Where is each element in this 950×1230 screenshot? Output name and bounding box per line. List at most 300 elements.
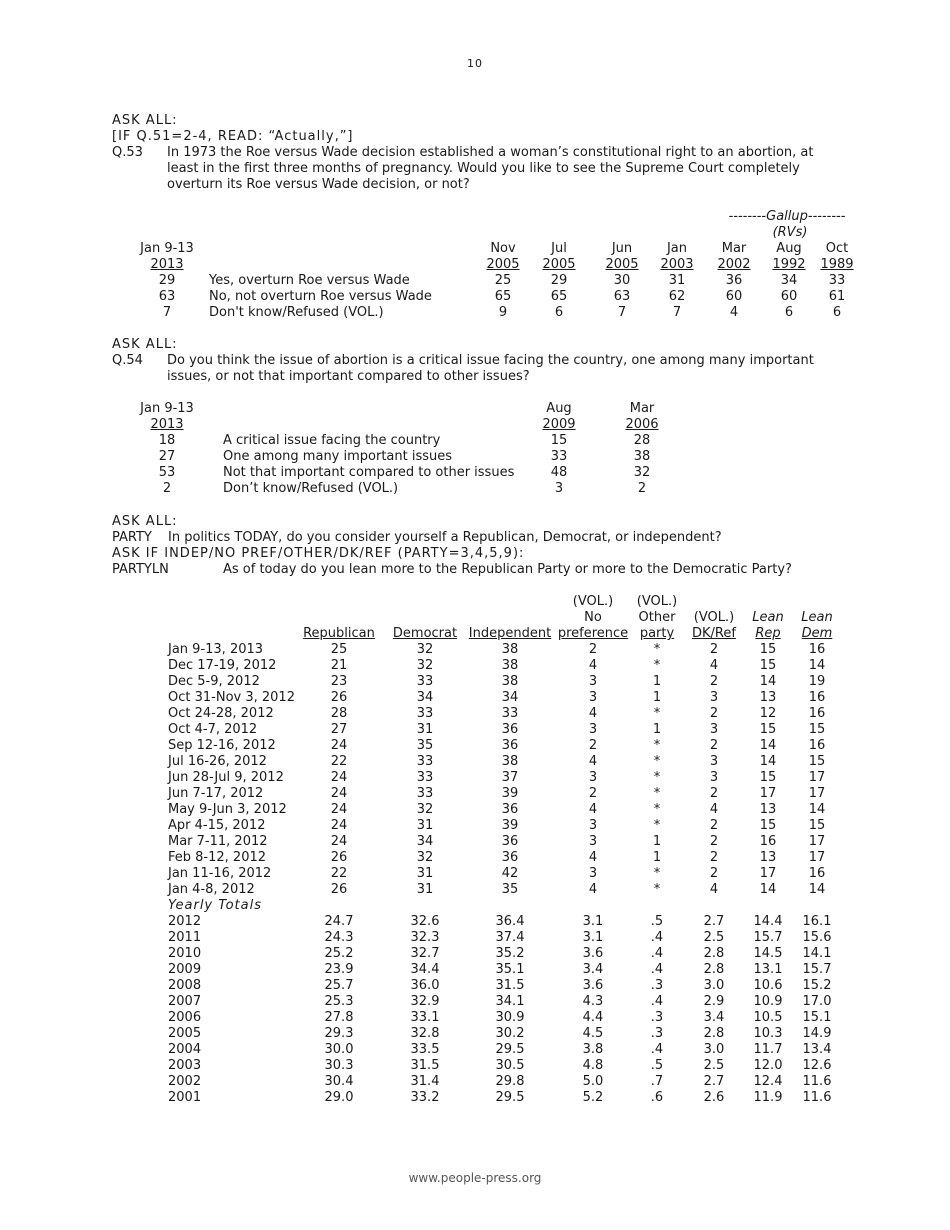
column-head: Jun [611,241,633,256]
table-cell: 2 [588,642,598,657]
table-cell: 17 [759,786,777,801]
table-cell: 2.8 [703,946,725,961]
table-cell: 14.4 [753,914,783,929]
table-cell: 60 [725,289,743,304]
row-label: Jan 11-16, 2012 [168,866,272,881]
column-header: DK/Ref [692,626,736,641]
table-cell: 33 [416,754,434,769]
column-header: (VOL.) [636,594,678,609]
table-cell: 10.9 [753,994,783,1009]
table-cell: 3.0 [703,1042,725,1057]
table-cell: 15 [759,658,777,673]
table-cell: 1 [652,834,662,849]
current-column-year: 2013 [150,417,184,432]
table-cell: 33.2 [410,1090,440,1105]
table-cell: 2 [709,706,719,721]
row-label: Sep 12-16, 2012 [168,738,276,753]
table-cell: 31 [416,866,434,881]
table-cell: 33 [416,674,434,689]
table-row-current: 2 [162,481,172,496]
table-cell: 36 [501,850,519,865]
table-cell: 15.7 [802,962,832,977]
table-cell: 13 [759,850,777,865]
table-cell: 33 [416,706,434,721]
row-label: Jun 7-17, 2012 [168,786,264,801]
footer-url: www.people-press.org [408,1171,542,1185]
table-cell: 30.5 [495,1058,525,1073]
table-cell: 25.3 [324,994,354,1009]
column-year: 1992 [772,257,806,272]
ask-all-label: ASK ALL: [112,113,178,128]
table-cell: 37.4 [495,930,525,945]
table-cell: 12.0 [753,1058,783,1073]
table-cell: 31.5 [495,978,525,993]
table-cell: 31.4 [410,1074,440,1089]
table-cell: 4.3 [582,994,604,1009]
table-cell: 12 [759,706,777,721]
table-cell: 39 [501,786,519,801]
table-cell: 4 [588,850,598,865]
table-cell: 3 [709,754,719,769]
column-year: 2006 [625,417,659,432]
row-label: Oct 24-28, 2012 [168,706,274,721]
column-head: Oct [825,241,849,256]
table-cell: 14 [759,754,777,769]
table-cell: 1 [652,690,662,705]
table-cell: * [653,818,661,833]
table-row-current: 27 [158,449,176,464]
table-cell: 30.9 [495,1010,525,1025]
column-header: Rep [755,626,781,641]
table-cell: 2 [709,786,719,801]
table-cell: .3 [650,1026,664,1041]
table-row-label: No, not overturn Roe versus Wade [209,289,432,304]
table-cell: 15 [808,722,826,737]
table-cell: 15 [759,642,777,657]
table-cell: 33 [501,706,519,721]
table-cell: 32.9 [410,994,440,1009]
table-cell: 13 [759,802,777,817]
table-cell: 15 [808,818,826,833]
table-cell: .3 [650,978,664,993]
table-cell: 24.3 [324,930,354,945]
table-cell: 3 [709,690,719,705]
table-cell: 4 [729,305,739,320]
table-cell: 33 [550,449,568,464]
table-cell: 2.6 [703,1090,725,1105]
table-cell: 21 [330,658,348,673]
rvs-label: (RVs) [772,225,808,240]
table-cell: 25 [330,642,348,657]
table-cell: 25 [494,273,512,288]
table-cell: 11.9 [753,1090,783,1105]
table-cell: 13.4 [802,1042,832,1057]
table-cell: 31 [416,818,434,833]
table-cell: 1 [652,850,662,865]
current-column-head: Jan 9-13 [140,401,194,416]
table-cell: .4 [650,994,664,1009]
row-label: Oct 4-7, 2012 [168,722,258,737]
column-year: 2005 [605,257,639,272]
table-cell: .3 [650,1010,664,1025]
table-cell: 4 [588,882,598,897]
table-cell: 2.8 [703,962,725,977]
table-row-current: 63 [158,289,176,304]
table-cell: 12.4 [753,1074,783,1089]
table-cell: 29.8 [495,1074,525,1089]
table-cell: 3 [588,818,598,833]
row-label: Jan 9-13, 2013 [168,642,264,657]
table-cell: 13.1 [753,962,783,977]
table-cell: 30.0 [324,1042,354,1057]
table-cell: * [653,658,661,673]
table-cell: 32.6 [410,914,440,929]
column-head: Aug [776,241,802,256]
column-year: 2005 [486,257,520,272]
table-cell: 11.6 [802,1074,832,1089]
table-row-current: 18 [158,433,176,448]
table-row-label: A critical issue facing the country [223,433,441,448]
column-year: 1989 [820,257,854,272]
table-cell: 24.7 [324,914,354,929]
read-instruction: [IF Q.51=2-4, READ: “Actually,”] [112,129,354,144]
table-cell: 2 [709,850,719,865]
table-cell: .5 [650,1058,664,1073]
table-cell: 32 [416,850,434,865]
table-cell: 48 [550,465,568,480]
gallup-header: --------Gallup-------- [728,209,846,224]
ask-if-instruction: ASK IF INDEP/NO PREF/OTHER/DK/REF (PARTY=3,4,5,9): [112,546,525,561]
table-cell: 26 [330,690,348,705]
table-cell: 61 [828,289,846,304]
table-cell: 62 [668,289,686,304]
table-cell: 15.2 [802,978,832,993]
column-header: (VOL.) [572,594,614,609]
table-cell: * [653,802,661,817]
table-row-label: Not that important compared to other issues [223,465,515,480]
column-header: Dem [801,626,833,641]
row-label: 2008 [168,978,202,993]
table-cell: 34 [501,690,519,705]
column-header: party [639,626,675,641]
table-cell: 22 [330,754,348,769]
table-cell: 15 [550,433,568,448]
row-label: Oct 31-Nov 3, 2012 [168,690,295,705]
table-cell: 15.7 [753,930,783,945]
column-year: 2009 [542,417,576,432]
table-cell: 25.2 [324,946,354,961]
table-cell: 3 [588,770,598,785]
table-cell: 22 [330,866,348,881]
row-label: Dec 5-9, 2012 [168,674,260,689]
table-cell: 29.0 [324,1090,354,1105]
table-cell: .4 [650,1042,664,1057]
table-cell: 9 [498,305,508,320]
table-cell: 17 [759,866,777,881]
table-cell: 4.4 [582,1010,604,1025]
question-id: Q.53 [112,145,143,160]
current-column-year: 2013 [150,257,184,272]
table-cell: 4 [709,882,719,897]
table-cell: 32 [416,658,434,673]
table-cell: 34 [780,273,798,288]
table-cell: 14 [759,882,777,897]
table-cell: 4 [588,706,598,721]
table-cell: 14 [808,802,826,817]
table-cell: 3.4 [582,962,604,977]
table-cell: 16 [808,690,826,705]
table-cell: 39 [501,818,519,833]
column-header: preference [557,626,629,641]
table-cell: 29 [550,273,568,288]
ask-all-label: ASK ALL: [112,337,178,352]
table-cell: 2.5 [703,1058,725,1073]
table-cell: 30.4 [324,1074,354,1089]
table-cell: 14 [759,674,777,689]
column-header: Republican [303,626,375,641]
table-cell: 3 [554,481,564,496]
table-cell: 5.0 [582,1074,604,1089]
column-header: Democrat [392,626,458,641]
table-cell: 15 [759,818,777,833]
table-cell: 2 [588,786,598,801]
table-cell: 7 [672,305,682,320]
table-cell: 15.1 [802,1010,832,1025]
table-cell: 42 [501,866,519,881]
column-head: Mar [721,241,747,256]
column-header: No [584,610,602,625]
table-cell: 27.8 [324,1010,354,1025]
table-row-current: 29 [158,273,176,288]
table-cell: 65 [494,289,512,304]
table-cell: 35.2 [495,946,525,961]
question-text-line: Do you think the issue of abortion is a critical issue facing the country, one among many important [167,353,814,368]
table-cell: 32 [633,465,651,480]
table-cell: 17.0 [802,994,832,1009]
table-cell: 29.5 [495,1090,525,1105]
table-cell: 4 [588,754,598,769]
table-cell: 1 [652,674,662,689]
table-cell: 32.7 [410,946,440,961]
table-cell: * [653,754,661,769]
table-cell: 2 [709,834,719,849]
table-cell: 63 [613,289,631,304]
row-label: May 9-Jun 3, 2012 [168,802,287,817]
table-cell: 7 [617,305,627,320]
table-cell: 38 [501,674,519,689]
table-cell: 2 [709,738,719,753]
table-cell: 29.3 [324,1026,354,1041]
row-label: Apr 4-15, 2012 [168,818,266,833]
table-cell: 38 [501,658,519,673]
table-cell: 36.4 [495,914,525,929]
table-cell: 24 [330,786,348,801]
table-cell: 33 [416,786,434,801]
table-cell: 31 [416,722,434,737]
yearly-totals-label: Yearly Totals [168,898,262,913]
table-cell: 3 [588,722,598,737]
table-cell: .7 [650,1074,664,1089]
table-cell: 2.9 [703,994,725,1009]
question-id: Q.54 [112,353,143,368]
table-cell: 32 [416,642,434,657]
table-cell: 27 [330,722,348,737]
table-cell: 17 [808,850,826,865]
table-cell: * [653,770,661,785]
question-text-line: In 1973 the Roe versus Wade decision established a woman’s constitutional right to an abortion, at [167,145,814,160]
partyln-question-id: PARTYLN [112,562,169,577]
table-cell: 32 [416,802,434,817]
table-cell: 3 [709,770,719,785]
table-cell: 4.5 [582,1026,604,1041]
table-cell: 2 [637,481,647,496]
row-label: 2005 [168,1026,202,1041]
column-head: Mar [629,401,655,416]
table-cell: 23 [330,674,348,689]
table-cell: 2 [588,738,598,753]
table-cell: 3.6 [582,978,604,993]
table-cell: 2 [709,818,719,833]
table-cell: 2.7 [703,914,725,929]
ask-all-label: ASK ALL: [112,514,178,529]
table-cell: 17 [808,834,826,849]
column-header: Other [638,610,676,625]
row-label: 2001 [168,1090,202,1105]
table-row-current: 53 [158,465,176,480]
table-cell: 35.1 [495,962,525,977]
table-cell: 25.7 [324,978,354,993]
table-cell: .4 [650,946,664,961]
column-header: Lean [801,610,833,625]
table-cell: 36 [725,273,743,288]
table-cell: 38 [501,642,519,657]
table-cell: 2 [709,866,719,881]
table-cell: * [653,642,661,657]
table-cell: 31 [668,273,686,288]
table-cell: 2.7 [703,1074,725,1089]
row-label: 2011 [168,930,202,945]
column-header: Independent [468,626,552,641]
table-cell: 30.3 [324,1058,354,1073]
table-cell: 24 [330,770,348,785]
table-cell: 31 [416,882,434,897]
table-cell: 24 [330,834,348,849]
table-cell: 11.6 [802,1090,832,1105]
table-cell: 38 [501,754,519,769]
table-cell: 3.0 [703,978,725,993]
table-cell: 3.4 [703,1010,725,1025]
row-label: Jun 28-Jul 9, 2012 [168,770,284,785]
table-cell: 13 [759,690,777,705]
table-cell: 6 [554,305,564,320]
table-cell: 17 [808,770,826,785]
column-header: Lean [752,610,784,625]
row-label: Mar 7-11, 2012 [168,834,268,849]
table-cell: 38 [633,449,651,464]
table-cell: 12.6 [802,1058,832,1073]
table-row-label: Yes, overturn Roe versus Wade [209,273,410,288]
column-head: Jul [551,241,567,256]
table-cell: 4 [588,658,598,673]
table-cell: 35 [416,738,434,753]
table-cell: 36 [501,722,519,737]
column-header: (VOL.) [693,610,735,625]
table-cell: 24 [330,802,348,817]
table-cell: 33.5 [410,1042,440,1057]
row-label: 2004 [168,1042,202,1057]
table-cell: * [653,786,661,801]
table-cell: 33.1 [410,1010,440,1025]
table-cell: 24 [330,818,348,833]
table-cell: 3 [709,722,719,737]
table-cell: 14.5 [753,946,783,961]
row-label: 2010 [168,946,202,961]
table-cell: 60 [780,289,798,304]
column-year: 2003 [660,257,694,272]
table-cell: 16.1 [802,914,832,929]
row-label: 2012 [168,914,202,929]
table-cell: 2.5 [703,930,725,945]
table-cell: 14 [808,882,826,897]
row-label: 2009 [168,962,202,977]
table-cell: * [653,738,661,753]
table-cell: 33 [828,273,846,288]
table-cell: 3.1 [582,914,604,929]
row-label: Dec 17-19, 2012 [168,658,277,673]
table-cell: 14.9 [802,1026,832,1041]
table-cell: 3 [588,674,598,689]
table-cell: 29.5 [495,1042,525,1057]
table-cell: 2.8 [703,1026,725,1041]
table-cell: 10.5 [753,1010,783,1025]
table-cell: 34 [416,690,434,705]
table-cell: 32.3 [410,930,440,945]
table-cell: 16 [808,866,826,881]
table-cell: 65 [550,289,568,304]
table-cell: 3 [588,834,598,849]
table-cell: 24 [330,738,348,753]
partyln-question-text: As of today do you lean more to the Republican Party or more to the Democratic Party? [223,562,792,577]
table-cell: 3.6 [582,946,604,961]
table-cell: 14 [808,658,826,673]
table-cell: 28 [330,706,348,721]
table-cell: 3.1 [582,930,604,945]
table-cell: 34.4 [410,962,440,977]
table-cell: 37 [501,770,519,785]
table-cell: .4 [650,930,664,945]
row-label: Jan 4-8, 2012 [168,882,255,897]
row-label: Feb 8-12, 2012 [168,850,267,865]
table-cell: 15 [808,754,826,769]
table-cell: 36 [501,738,519,753]
row-label: 2003 [168,1058,202,1073]
table-cell: 16 [808,706,826,721]
table-cell: 3 [588,866,598,881]
table-cell: .6 [650,1090,664,1105]
table-cell: * [653,882,661,897]
column-year: 2005 [542,257,576,272]
table-cell: 36 [501,802,519,817]
table-cell: 31.5 [410,1058,440,1073]
table-cell: 4 [709,802,719,817]
table-cell: * [653,706,661,721]
table-cell: 34.1 [495,994,525,1009]
table-cell: * [653,866,661,881]
table-cell: 26 [330,882,348,897]
table-cell: 14.1 [802,946,832,961]
table-cell: 6 [832,305,842,320]
table-cell: 4 [588,802,598,817]
